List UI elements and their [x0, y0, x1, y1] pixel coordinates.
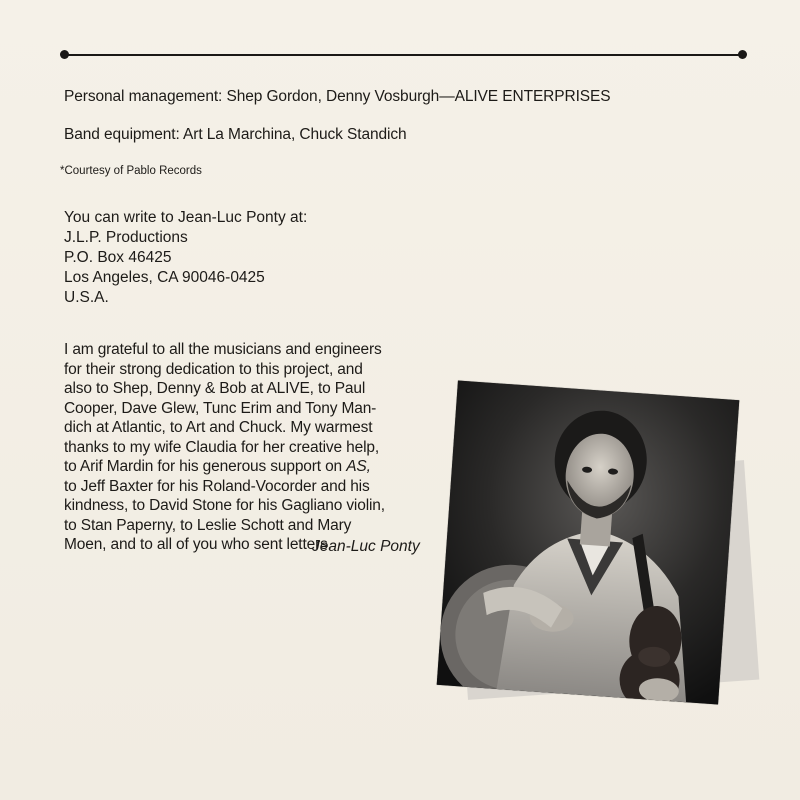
- signature: Jean-Luc Ponty: [312, 538, 420, 555]
- equipment-credit: Band equipment: Art La Marchina, Chuck Standich: [64, 126, 407, 143]
- address-line: P.O. Box 46425: [64, 249, 172, 266]
- thanks-line: dich at Atlantic, to Art and Chuck. My warmest: [64, 419, 373, 436]
- management-credit: Personal management: Shep Gordon, Denny Vosburgh—ALIVE ENTERPRISES: [64, 88, 611, 105]
- thanks-line: to Stan Paperny, to Leslie Schott and Mary: [64, 516, 352, 534]
- thanks-line: to Jeff Baxter for his Roland-Vocorder and his: [64, 477, 370, 495]
- address-line: J.L.P. Productions: [64, 229, 188, 246]
- thanks-line: kindness, to David Stone for his Gagliano violin,: [64, 497, 385, 514]
- thanks-line: thanks to my wife Claudia for her creative help,: [64, 438, 380, 456]
- address-line: You can write to Jean-Luc Ponty at:: [64, 209, 308, 226]
- thanks-line: Moen, and to all of you who sent letters.: [64, 536, 332, 553]
- thanks-line: [64, 457, 464, 477]
- acknowledgements: [64, 340, 464, 555]
- thanks-line: Cooper, Dave Glew, Tunc Erim and Tony Man-: [64, 399, 377, 417]
- address-line: U.S.A.: [64, 289, 109, 306]
- artist-photo-illustration: [437, 381, 740, 705]
- top-rule: [66, 54, 742, 56]
- album-title: AS,: [346, 458, 371, 475]
- address-line: Los Angeles, CA 90046-0425: [64, 269, 265, 286]
- rule-dot-right: [738, 50, 747, 59]
- thanks-line: I am grateful to all the musicians and engineers: [64, 341, 382, 358]
- artist-photo: [437, 381, 740, 705]
- footnote: *Courtesy of Pablo Records: [60, 165, 202, 177]
- thanks-text: to Arif Mardin for his generous support on: [64, 458, 347, 475]
- contact-address: [64, 208, 307, 308]
- thanks-line: for their strong dedication to this project, and: [64, 360, 363, 378]
- thanks-line: also to Shep, Denny & Bob at ALIVE, to Paul: [64, 380, 366, 397]
